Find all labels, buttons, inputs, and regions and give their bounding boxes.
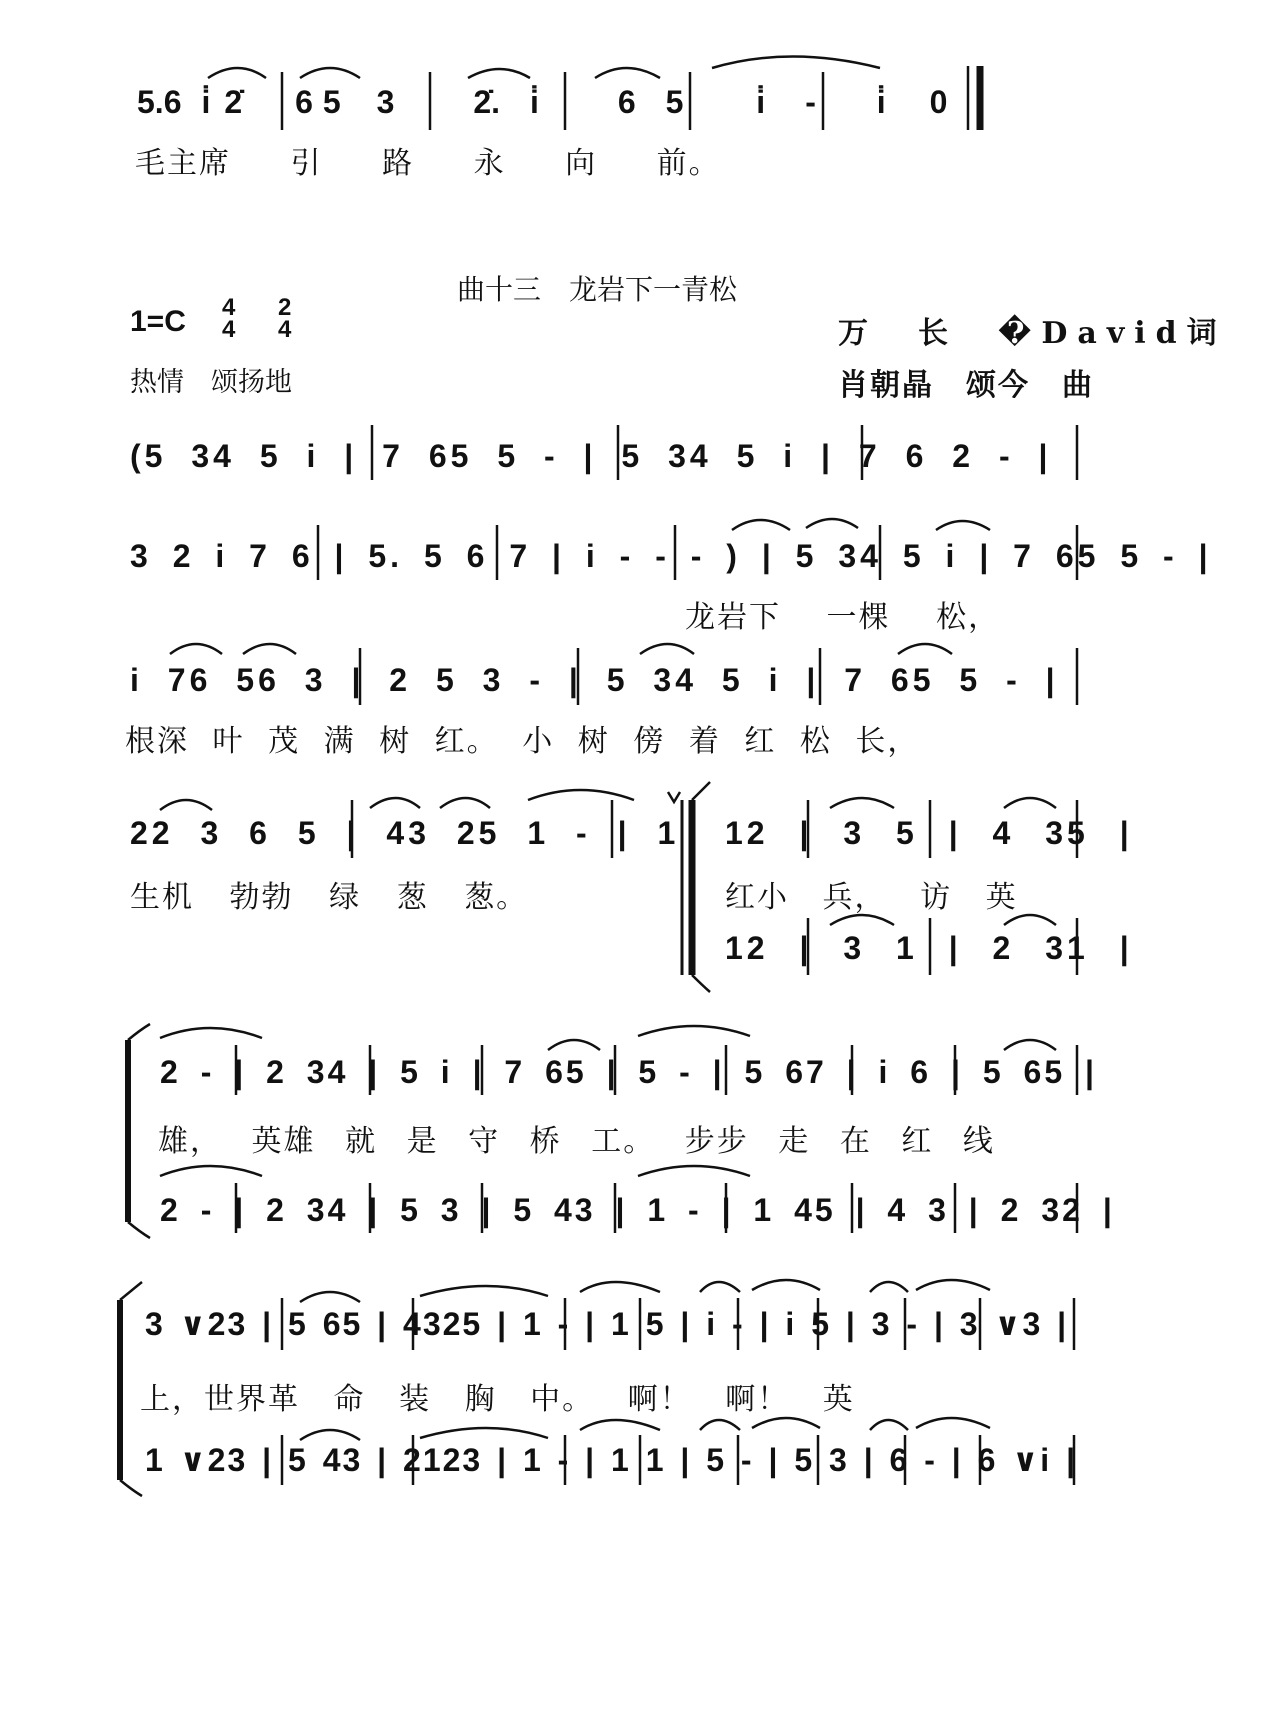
composer-credit: 肖朝晶 颂今 曲	[838, 368, 1094, 403]
system-1-notation: (5 34 5 i | 7 65 5 - | 5 34 5 i | 7 6 2 - |	[130, 438, 1052, 474]
system-6-lyrics: 上，世界革 命 装 胸 中。 啊！ 啊！ 英	[140, 1382, 855, 1417]
expression-marking: 热情 颂扬地	[130, 367, 292, 398]
top-lyrics: 毛主席 引 路 永 向 前。	[135, 146, 721, 181]
system-2-lyrics: 龙岩下 一棵 松，	[685, 600, 1001, 635]
system-4-lower-notation: 12 | 3 1 | 2 31 |	[725, 930, 1133, 966]
song-title: 曲十三 龙岩下一青松	[457, 273, 738, 306]
system-4-upper-notation: 12 | 3 5 | 4 35 |	[725, 815, 1133, 851]
system-3-lyrics: 根深 叶 茂 满 树 红。 小 树 傍 着 红 松 长，	[125, 724, 920, 759]
system-5-lower-notation: 2 - | 2 34 | 5 3 | 5 43 | 1 - | 1 45 | 4 3 | 2 32 |	[160, 1192, 1115, 1228]
system-4-notation: 22 3 6 5 | 43 25 1 - | 1	[130, 815, 680, 851]
system-2-notation: 3 2 i 7 6 | 5. 5 6 7 | i - - - ) | 5 34 5 i | 7 65 5 - |	[130, 538, 1212, 574]
system-6-upper-notation: 3 ∨23 | 5 65 | 4325 | 1 - | 1 5 | i - | i 5 | 3 - | 3 ∨3 |	[145, 1306, 1069, 1342]
top-notation: 5.6 i̇ 2̇ 6 5 3 2̇. i̇ 6 5 i̇ - i̇ 0	[137, 84, 948, 120]
system-4-upper-lyrics: 红小 兵， 访 英	[725, 880, 1018, 915]
key-signature: 1=C	[130, 305, 186, 338]
system-5-upper-notation: 2 - | 2 34 | 5 i | 7 65 | 5 - | 5 67 | i 6 | 5 65 |	[160, 1054, 1097, 1090]
time-signature-1: 4 4	[222, 294, 236, 343]
lyricist-credit: 万 长 �David词	[838, 316, 1227, 351]
system-5-lyrics: 雄， 英雄 就 是 守 桥 工。 步步 走 在 红 线	[158, 1124, 995, 1159]
system-3-notation: i 76 56 3 | 2 5 3 - | 5 34 5 i | 7 65 5 - |	[130, 662, 1059, 698]
time-signature-2: 2 4	[278, 294, 292, 343]
system-6-lower-notation: 1 ∨23 | 5 43 | 2123 | 1 - | 1 1 | 5 - | 5 3 | 6 - | 6 ∨i |	[145, 1442, 1078, 1478]
system-4-lyrics: 生机 勃勃 绿 葱 葱。	[130, 880, 529, 915]
